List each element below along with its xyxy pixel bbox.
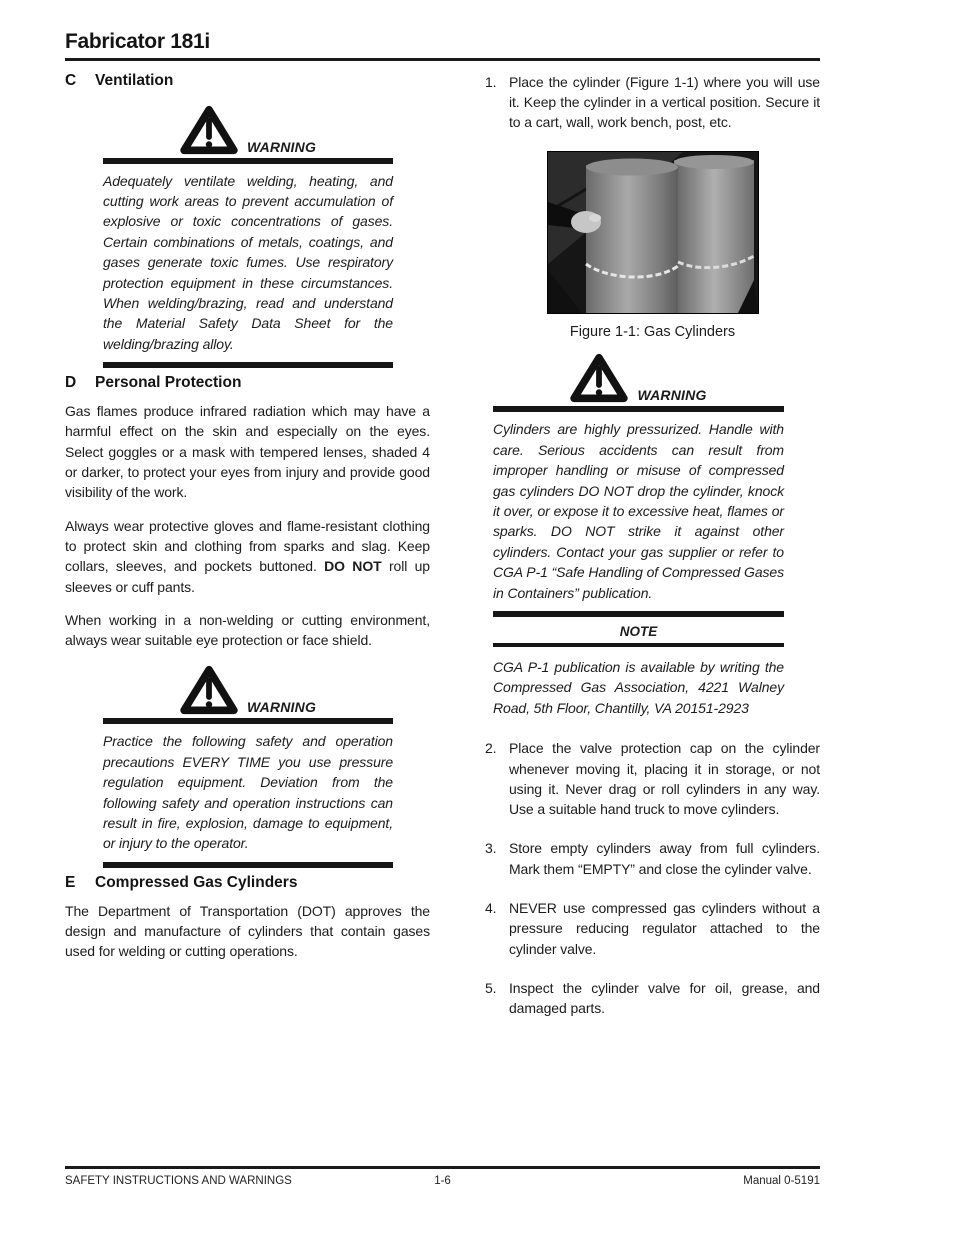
warning-bottom-rule	[103, 862, 393, 868]
warning-triangle-icon	[180, 664, 238, 716]
note-block	[493, 619, 784, 718]
paragraph: Gas flames produce infrared radiation which may have a harmful effect on the skin and especially on the eyes. Select goggles or a mask with tempered lenses, shaded 4 or darker, to protect your eyes from injury and provide good visibility of the work.	[65, 403, 430, 501]
section-letter: D	[65, 374, 77, 392]
warning-label: WARNING	[246, 138, 317, 155]
footer-manual-number: Manual 0-5191	[743, 1175, 820, 1187]
list-item	[485, 738, 820, 819]
list-item	[485, 72, 820, 133]
warning-block-ventilation	[103, 104, 393, 369]
warning-label: WARNING	[246, 699, 317, 716]
warning-text: Cylinders are highly pressurized. Handle with care. Serious accidents can result from improper handling or misuse of compressed gas cylinders DO NOT drop the cylinder, knock it over, or expose it to excessive heat, flames or sparks. DO NOT strike it against other cylinders. Contact your gas supplier or refer to CGA P-1 “Safe Handling of Compressed Gases in Containers” publication.	[493, 421, 784, 601]
section-letter: C	[65, 71, 77, 89]
warning-text: Adequately ventilate welding, heating, and cutting work areas to prevent accumulation of explosive or toxic concentrations of gases. Certain combinations of metals, coatings, and gases generate toxic fumes. Use respiratory protection equipment in these circumstances. When welding/brazing, read and understand the Material Safety Data Sheet for the welding/brazing alloy.	[103, 172, 393, 352]
list-item-number: 1.	[485, 73, 497, 90]
paragraph: The Department of Transportation (DOT) approves the design and manufacture of cylinders that contain gases used for welding or cutting operations.	[65, 902, 430, 960]
section-title: Personal Protection	[95, 374, 242, 392]
paragraph	[65, 516, 430, 597]
left-column	[65, 72, 430, 1038]
warning-triangle-icon	[180, 104, 238, 156]
list-item	[485, 978, 820, 1019]
paragraph: When working in a non-welding or cutting environment, always wear suitable eye protection or face shield.	[65, 611, 430, 649]
warning-label: WARNING	[637, 387, 707, 404]
warning-header	[103, 104, 393, 156]
warning-triangle-icon	[570, 352, 628, 404]
section-title: Compressed Gas Cylinders	[95, 873, 298, 891]
page-content	[65, 30, 820, 1038]
section-title: Ventilation	[95, 71, 174, 89]
title-rule	[65, 58, 820, 61]
list-item-text: NEVER use compressed gas cylinders without a pressure reducing regulator attached to the cylinder valve.	[509, 900, 820, 957]
note-bottom-rule	[493, 643, 784, 647]
list-item-number: 3.	[485, 840, 497, 857]
section-heading-compressed-gas-cylinders	[65, 874, 430, 892]
warning-block-cylinders	[493, 352, 784, 617]
list-item-number: 4.	[485, 900, 497, 917]
section-heading-personal-protection	[65, 374, 430, 392]
list-item-text: Place the cylinder (Figure 1-1) where you will use it. Keep the cylinder in a vertical position. Secure it to a cart, wall, work bench, post, etc.	[509, 73, 820, 131]
paragraph-text: roll up sleeves or cuff pants.	[65, 558, 430, 595]
page-footer	[65, 1166, 820, 1187]
footer-row	[65, 1175, 820, 1187]
list-item-number: 5.	[485, 979, 497, 996]
list-item	[485, 838, 820, 879]
note-text: CGA P-1 publication is available by writing the Compressed Gas Association, 4221 Walney Road, 5th Floor, Chantilly, VA 20151-2923	[493, 659, 784, 716]
figure-caption: Figure 1-1: Gas Cylinders	[569, 324, 736, 341]
page-title: Fabricator 181i	[65, 30, 210, 53]
warning-top-rule	[103, 718, 393, 724]
warning-header	[103, 664, 393, 716]
footer-page-number: 1-6	[434, 1175, 451, 1187]
footer-section-title: SAFETY INSTRUCTIONS AND WARNINGS	[65, 1175, 292, 1187]
warning-text: Practice the following safety and operation precautions EVERY TIME you use pressure regulation equipment. Deviation from the following safety and operation instructions can result in fire, explosion, damage to equipment, or injury to the operator.	[103, 733, 393, 852]
figure-gas-cylinders	[547, 151, 759, 340]
warning-header	[493, 352, 784, 404]
warning-block-pressure-regulation	[103, 664, 393, 867]
gas-cylinders-photo	[547, 151, 759, 314]
warning-bottom-rule	[493, 611, 784, 617]
footer-rule	[65, 1166, 820, 1169]
list-item	[485, 898, 820, 959]
warning-bottom-rule	[103, 362, 393, 368]
list-item-text: Inspect the cylinder valve for oil, grease, and damaged parts.	[509, 979, 820, 1017]
list-item-text: Store empty cylinders away from full cylinders. Mark them “EMPTY” and close the cylinder valve.	[509, 840, 820, 877]
right-column	[485, 72, 820, 1038]
warning-top-rule	[493, 406, 784, 412]
warning-top-rule	[103, 158, 393, 164]
note-label: NOTE	[619, 624, 658, 640]
two-column-layout	[65, 72, 820, 1038]
section-heading-ventilation	[65, 72, 430, 90]
paragraph-text: Always wear protective gloves and flame-resistant clothing to protect skin and clothing from sparks and slag. Keep collars, sleeves, and pockets buttoned.	[65, 517, 430, 575]
list-item-number: 2.	[485, 740, 497, 757]
do-not-emphasis: DO NOT	[324, 558, 382, 575]
section-letter: E	[65, 873, 76, 891]
list-item-text: Place the valve protection cap on the cylinder whenever moving it, placing it in storage, or not using it. Never drag or roll cylinders in any way. Use a suitable hand truck to move cylinders.	[509, 740, 820, 818]
